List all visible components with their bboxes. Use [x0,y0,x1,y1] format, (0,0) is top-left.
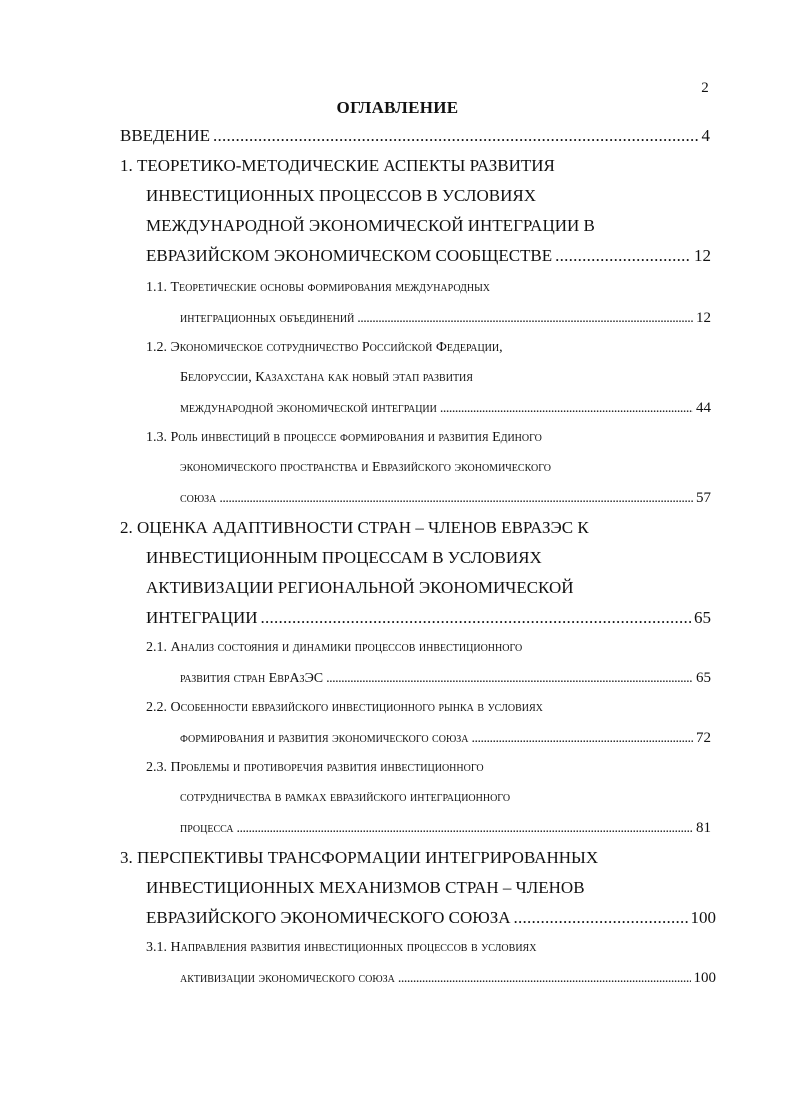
toc-entry-label: ВВЕДЕНИЕ [120,126,210,145]
toc-page-number: 72 [696,730,711,746]
toc-page-number: 65 [694,608,711,627]
section-line: развития стран ЕврАзЭС [180,671,324,686]
leader-dots [440,401,693,417]
chapter-line: 3. ПЕРСПЕКТИВЫ ТРАНСФОРМАЦИИ ИНТЕГРИРОВАННЫХ [120,848,599,867]
leader-dots [357,311,693,327]
toc-page-number: 44 [696,400,711,416]
toc-page-number: 4 [701,126,710,145]
section-line: сотрудничества в рамках евразийского интеграционного [180,790,511,805]
leader-dots [398,971,691,987]
page-number: 2 [701,80,709,96]
section-line: Белоруссии, Казахстана как новый этап развития [180,370,473,385]
section-line: международной экономической интеграции [180,401,437,416]
leader-dots [514,908,688,928]
chapter-line: 1. ТЕОРЕТИКО-МЕТОДИЧЕСКИЕ АСПЕКТЫ РАЗВИТИЯ [120,156,555,175]
section-line: формирования и развития экономического союза [180,731,469,746]
section-line: союза [180,491,217,506]
toc-title: ОГЛАВЛЕНИЕ [336,98,459,117]
toc-page-number: 100 [693,970,716,986]
leader-dots [261,608,691,628]
leader-dots [237,821,693,837]
toc-page-number: 57 [696,490,711,506]
leader-dots [219,491,693,507]
leader-dots [213,126,699,146]
chapter-line: ИНВЕСТИЦИОННЫХ МЕХАНИЗМОВ СТРАН – ЧЛЕНОВ [146,878,585,897]
section-line: 2.3. Проблемы и противоречия развития инвестиционного [146,760,484,775]
section-line: 1.1. Теоретические основы формирования международных [146,280,491,295]
section-line: экономического пространства и Евразийского экономического [180,460,551,475]
section-line: процесса [180,821,234,836]
chapter-line: ИНВЕСТИЦИОННЫХ ПРОЦЕССОВ В УСЛОВИЯХ [146,186,537,205]
toc-entry-intro[interactable] [120,126,710,146]
toc-page-number: 12 [694,246,711,265]
leader-dots [471,731,693,747]
leader-dots [555,246,691,266]
toc-page-number: 100 [690,908,716,927]
toc-page-number: 12 [696,310,711,326]
chapter-line: ЕВРАЗИЙСКОГО ЭКОНОМИЧЕСКОГО СОЮЗА [146,908,511,927]
chapter-line: АКТИВИЗАЦИИ РЕГИОНАЛЬНОЙ ЭКОНОМИЧЕСКОЙ [146,578,574,597]
chapter-line: ИНТЕГРАЦИИ [146,608,258,627]
section-line: активизации экономического союза [180,971,395,986]
section-line: 3.1. Направления развития инвестиционных процессов в условиях [146,940,537,955]
section-line: 1.2. Экономическое сотрудничество Российской Федерации, [146,340,503,355]
chapter-line: ИНВЕСТИЦИОННЫМ ПРОЦЕССАМ В УСЛОВИЯХ [146,548,542,567]
section-line: интеграционных объединений [180,311,355,326]
leader-dots [326,671,693,687]
toc-page-number: 65 [696,670,711,686]
chapter-line: МЕЖДУНАРОДНОЙ ЭКОНОМИЧЕСКОЙ ИНТЕГРАЦИИ В [146,216,595,235]
chapter-line: ЕВРАЗИЙСКОМ ЭКОНОМИЧЕСКОМ СООБЩЕСТВЕ [146,246,553,265]
section-line: 2.2. Особенности евразийского инвестиционного рынка в условиях [146,700,543,715]
section-line: 2.1. Анализ состояния и динамики процессов инвестиционного [146,640,523,655]
section-line: 1.3. Роль инвестиций в процессе формирования и развития Единого [146,430,542,445]
chapter-line: 2. ОЦЕНКА АДАПТИВНОСТИ СТРАН – ЧЛЕНОВ ЕВРАЗЭС К [120,518,589,537]
toc-page-number: 81 [696,820,711,836]
